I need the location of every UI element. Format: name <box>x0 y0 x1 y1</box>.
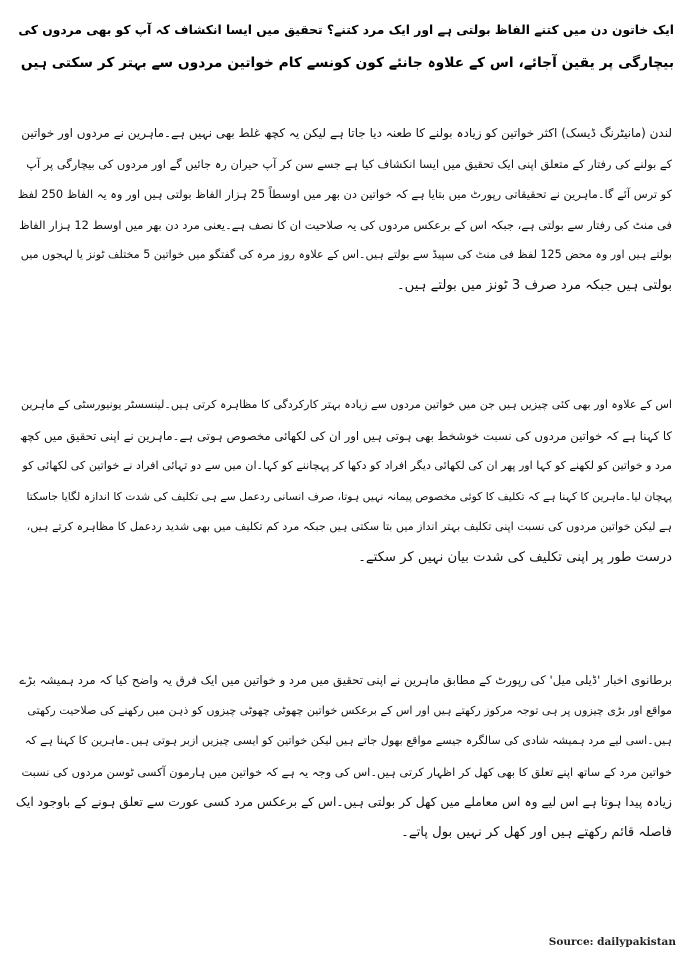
headline-line: ایک خاتون دن میں کتنے الفاظ بولتی ہے اور ایک مرد کتنے؟ تحقیق میں ایسا انکشاف کہ آپ کو بھی مردوں کی <box>18 23 674 37</box>
text-line: کو ترس آئے گا۔ماہرین نے تحقیقاتی رپورٹ میں بتایا ہے کہ خواتین دن بھر میں اوسطاً 25 ہزار الفاظ بولتی ہیں اور وہ یہ الفاظ 250 لفظ <box>17 187 672 201</box>
text-line: کا کہنا ہے کہ خواتین مردوں کی نسبت خوشخط بھی ہوتی ہیں اور ان کی لکھائی مخصوص ہوتی ہے۔ماہرین نے اپنی تحقیق میں کچھ <box>19 428 672 443</box>
article-headline <box>16 14 674 80</box>
text-line: زیادہ پیدا ہوتا ہے اس لیے وہ اس معاملے میں کھل کر بولتی ہیں۔اس کے برعکس مرد کسی عورت سے تعلق ہونے کے باوجود ایک <box>16 795 672 809</box>
text-line: درست طور پر اپنی تکلیف کی شدت بیان نہیں کر سکتے۔ <box>358 549 672 565</box>
paragraph-2 <box>16 390 672 573</box>
headline-line: بیچارگی پر یقین آجائے، اس کے علاوہ جانئے کون کونسے کام خواتین مردوں سے بہتر کر سکتی ہیں <box>20 55 674 71</box>
text-line: فاصلہ قائم رکھتے ہیں اور کھل کر نہیں بول پاتے۔ <box>401 824 672 840</box>
text-line: ہیں۔اسی لیے مرد ہمیشہ شادی کی سالگرہ جیسے مواقع بھول جاتے ہیں لیکن خواتین کو ایسی چیزیں ازبر ہوتی ہیں۔ماہرین کا کہنا ہے کہ <box>24 734 672 747</box>
text-line: خواتین مرد کے ساتھ اپنے تعلق کا بھی کھل کر اظہار کرتی ہیں۔اس کی وجہ یہ ہے کہ خواتین میں ہارمون آکسی ٹوسن مردوں کی نسبت <box>21 764 672 779</box>
paragraph-3 <box>16 665 672 848</box>
text-line: مواقع اور بڑی چیزوں پر ہی توجہ مرکوز رکھتے ہیں اور اس کے برعکس خواتین چھوٹی چھوٹی چیزوں کو ذہن میں رکھنے کی صلاحیت رکھتی <box>27 703 672 717</box>
text-line: مرد و خواتین کو لکھنے کو کہا اور پھر ان کی لکھائی دیگر افراد کو دکھا کر پہچاننے کو کہا۔ان میں سے دو تہائی افراد نے خواتین کی لکھائی کو <box>22 459 672 472</box>
text-line: فی منٹ کی رفتار سے بولتی ہے، جبکہ اس کے برعکس مردوں کی یہ صلاحیت ان کا نصف ہے۔یعنی مرد دن بھر میں اوسط 12 ہزار الفاظ <box>19 217 672 232</box>
text-line: پہچان لیا۔ماہرین کا کہنا ہے کہ تکلیف کا کوئی مخصوص پیمانہ نہیں ہوتا، صرف انسانی ردعمل سے ہی تکلیف کی شدت کا اندازہ لگایا جاسکتا <box>26 489 672 503</box>
text-line: بولتے ہیں اور وہ محض 125 لفظ فی منٹ کی سپیڈ سے بولتے ہیں۔اس کے علاوہ روز مرہ کی گفتگو میں خواتین 5 مختلف ٹونز یا لہجوں میں <box>20 248 672 261</box>
text-line: لندن (مانیٹرنگ ڈیسک) اکثر خواتین کو زیادہ بولنے کا طعنہ دیا جاتا ہے لیکن یہ کچھ غلط بھی نہیں ہے۔ماہرین نے مردوں اور خواتین <box>21 126 672 140</box>
source-credit: Source: dailypakistan <box>548 936 676 948</box>
text-line: برطانوی اخبار 'ڈیلی میل' کی رپورٹ کے مطابق ماہرین نے اپنی تحقیق میں مرد و خواتین میں ایک فرق یہ واضح کیا کہ مرد ہمیشہ بڑے <box>19 673 672 687</box>
text-line: بولتی ہیں جبکہ مرد صرف 3 ٹونز میں بولتے ہیں۔ <box>396 277 672 293</box>
text-line: ہے لیکن خواتین مردوں کی نسبت اپنی تکلیف بہتر انداز میں بتا سکتی ہیں جبکہ مرد کم تکلیف میں بھی شدید ردعمل کا مظاہرہ کرتے ہیں، <box>26 520 672 533</box>
text-line: اس کے علاوہ اور بھی کئی چیزیں ہیں جن میں خواتین مردوں سے زیادہ بہتر کارکردگی کا مظاہرہ کرتی ہیں۔لینسسٹر یونیورسٹی کے ماہرین <box>20 398 672 411</box>
text-line: کے بولنے کی رفتار کے متعلق اپنی ایک تحقیق میں ایسا انکشاف کیا ہے جسے سن کر آپ حیران رہ جائیں گے اور مردوں کی بیچارگی پر آپ <box>26 156 672 171</box>
paragraph-1 <box>16 118 672 301</box>
